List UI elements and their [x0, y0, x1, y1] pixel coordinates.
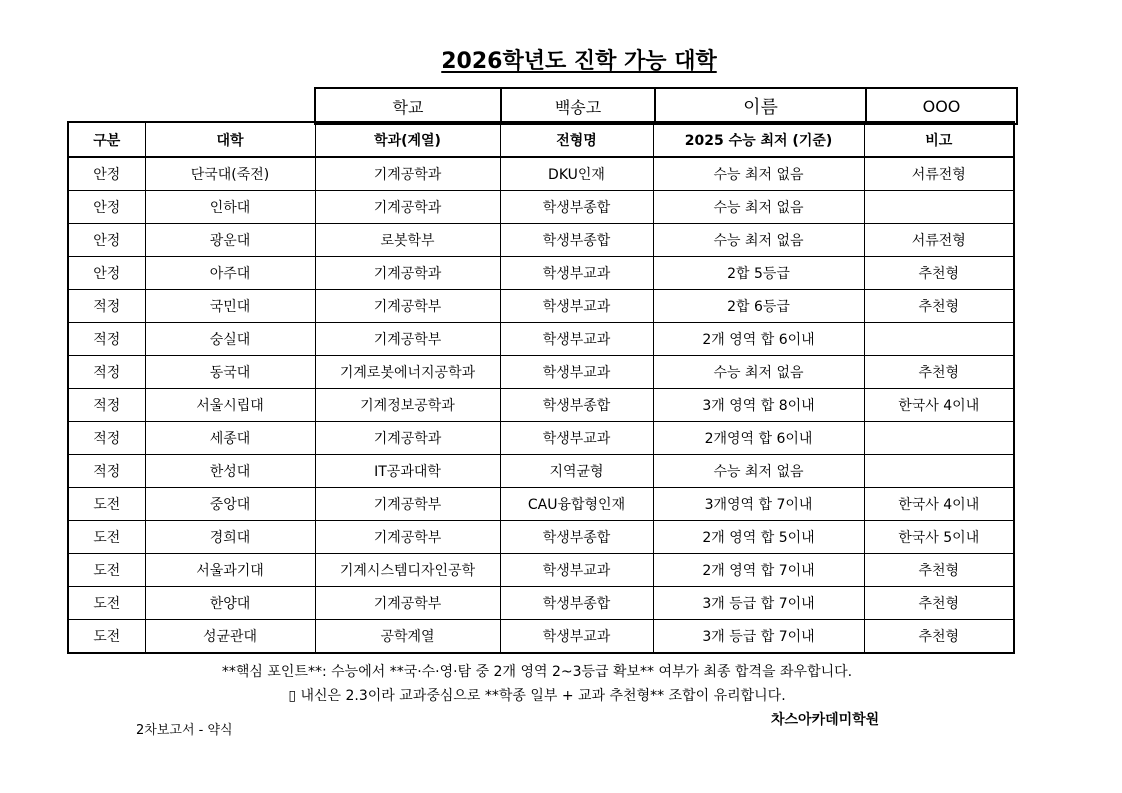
- academy-name: 차스아카데미학원: [771, 712, 880, 728]
- cell-remarks: 서류전형: [864, 157, 1014, 191]
- table-header-row: [68, 122, 1014, 157]
- cell-university: 단국대(죽전): [145, 157, 315, 191]
- notes: [0, 660, 1074, 708]
- cell-remarks: 추천형: [864, 587, 1014, 620]
- note-strategy: ▯ 내신은 2.3이라 교과중심으로 **학종 일부 + 교과 추천형** 조합이 유리합니다.: [288, 688, 786, 704]
- cell-university: 한성대: [145, 455, 315, 488]
- cell-remarks: 추천형: [864, 290, 1014, 323]
- table-row: [68, 224, 1014, 257]
- table-row: [68, 422, 1014, 455]
- table-row: [68, 620, 1014, 654]
- cell-university: 아주대: [145, 257, 315, 290]
- report-label: 2차보고서 - 약식: [136, 723, 233, 738]
- cell-remarks: 한국사 5이내: [864, 521, 1014, 554]
- cell-remarks: 추천형: [864, 356, 1014, 389]
- header-minimum-requirement: 2025 수능 최저 (기준): [653, 122, 864, 157]
- table-row: [68, 554, 1014, 587]
- cell-department: 기계공학부: [315, 488, 500, 521]
- note-key-point: **핵심 포인트**: 수능에서 **국·수·영·탐 중 2개 영역 2~3등급 확보** 여부가 최종 합격을 좌우합니다.: [221, 664, 853, 680]
- cell-department: 기계정보공학과: [315, 389, 500, 422]
- cell-remarks: 한국사 4이내: [864, 389, 1014, 422]
- cell-category: 안정: [68, 224, 145, 257]
- cell-category: 도전: [68, 620, 145, 654]
- cell-minimum-requirement: 수능 최저 없음: [653, 191, 864, 224]
- cell-minimum-requirement: 수능 최저 없음: [653, 224, 864, 257]
- cell-remarks: 추천형: [864, 257, 1014, 290]
- cell-university: 동국대: [145, 356, 315, 389]
- cell-remarks: 추천형: [864, 620, 1014, 654]
- cell-remarks: 추천형: [864, 554, 1014, 587]
- cell-minimum-requirement: 2개 영역 합 5이내: [653, 521, 864, 554]
- cell-university: 한양대: [145, 587, 315, 620]
- cell-remarks: [864, 422, 1014, 455]
- cell-university: 숭실대: [145, 323, 315, 356]
- cell-minimum-requirement: 3개 영역 합 8이내: [653, 389, 864, 422]
- cell-admission-type: 학생부종합: [500, 191, 653, 224]
- cell-remarks: [864, 323, 1014, 356]
- cell-department: 기계공학부: [315, 290, 500, 323]
- cell-university: 광운대: [145, 224, 315, 257]
- cell-department: 기계공학과: [315, 191, 500, 224]
- table-row: [68, 389, 1014, 422]
- table-row: [68, 455, 1014, 488]
- table-row: [68, 191, 1014, 224]
- school-label: 학교: [315, 88, 501, 124]
- cell-university: 세종대: [145, 422, 315, 455]
- cell-minimum-requirement: 3개 등급 합 7이내: [653, 620, 864, 654]
- cell-minimum-requirement: 수능 최저 없음: [653, 455, 864, 488]
- name-value: OOO: [866, 88, 1017, 124]
- cell-minimum-requirement: 수능 최저 없음: [653, 157, 864, 191]
- cell-minimum-requirement: 2합 5등급: [653, 257, 864, 290]
- cell-department: 기계공학과: [315, 157, 500, 191]
- table-row: [68, 323, 1014, 356]
- cell-admission-type: 학생부교과: [500, 290, 653, 323]
- cell-admission-type: 학생부종합: [500, 587, 653, 620]
- cell-department: 기계공학과: [315, 422, 500, 455]
- cell-remarks: [864, 191, 1014, 224]
- header-remarks: 비고: [864, 122, 1014, 157]
- cell-minimum-requirement: 2개 영역 합 6이내: [653, 323, 864, 356]
- cell-category: 도전: [68, 587, 145, 620]
- cell-admission-type: 지역균형: [500, 455, 653, 488]
- cell-category: 안정: [68, 157, 145, 191]
- cell-university: 국민대: [145, 290, 315, 323]
- cell-department: IT공과대학: [315, 455, 500, 488]
- cell-admission-type: 학생부교과: [500, 620, 653, 654]
- header-university: 대학: [145, 122, 315, 157]
- cell-category: 도전: [68, 554, 145, 587]
- cell-admission-type: 학생부종합: [500, 389, 653, 422]
- cell-department: 기계시스템디자인공학: [315, 554, 500, 587]
- table-row: [68, 290, 1014, 323]
- cell-university: 서울시립대: [145, 389, 315, 422]
- cell-admission-type: 학생부교과: [500, 257, 653, 290]
- cell-department: 기계공학과: [315, 257, 500, 290]
- table-row: [68, 356, 1014, 389]
- cell-minimum-requirement: 수능 최저 없음: [653, 356, 864, 389]
- cell-admission-type: 학생부교과: [500, 323, 653, 356]
- student-info-table: [314, 87, 1018, 125]
- cell-admission-type: CAU융합형인재: [500, 488, 653, 521]
- cell-category: 안정: [68, 191, 145, 224]
- table-body: [68, 157, 1014, 653]
- cell-admission-type: 학생부교과: [500, 554, 653, 587]
- cell-minimum-requirement: 3개 등급 합 7이내: [653, 587, 864, 620]
- cell-department: 기계로봇에너지공학과: [315, 356, 500, 389]
- cell-university: 서울과기대: [145, 554, 315, 587]
- cell-category: 적정: [68, 290, 145, 323]
- cell-category: 안정: [68, 257, 145, 290]
- cell-remarks: [864, 455, 1014, 488]
- cell-minimum-requirement: 3개영역 합 7이내: [653, 488, 864, 521]
- cell-university: 중앙대: [145, 488, 315, 521]
- header-admission-type: 전형명: [500, 122, 653, 157]
- table-row: [68, 257, 1014, 290]
- table-row: [68, 587, 1014, 620]
- cell-admission-type: 학생부교과: [500, 422, 653, 455]
- page-title: [0, 44, 1122, 75]
- cell-category: 적정: [68, 422, 145, 455]
- cell-department: 기계공학부: [315, 587, 500, 620]
- university-table: [67, 121, 1015, 654]
- cell-category: 도전: [68, 521, 145, 554]
- cell-category: 적정: [68, 356, 145, 389]
- cell-category: 적정: [68, 455, 145, 488]
- cell-admission-type: 학생부종합: [500, 521, 653, 554]
- cell-minimum-requirement: 2개영역 합 6이내: [653, 422, 864, 455]
- cell-department: 기계공학부: [315, 521, 500, 554]
- cell-university: 경희대: [145, 521, 315, 554]
- cell-university: 인하대: [145, 191, 315, 224]
- cell-university: 성균관대: [145, 620, 315, 654]
- table-row: [68, 521, 1014, 554]
- name-label: 이름: [655, 88, 866, 124]
- cell-category: 적정: [68, 389, 145, 422]
- header-department: 학과(계열): [315, 122, 500, 157]
- cell-minimum-requirement: 2개 영역 합 7이내: [653, 554, 864, 587]
- cell-admission-type: DKU인재: [500, 157, 653, 191]
- cell-category: 적정: [68, 323, 145, 356]
- cell-remarks: 서류전형: [864, 224, 1014, 257]
- cell-minimum-requirement: 2합 6등급: [653, 290, 864, 323]
- table-row: [68, 488, 1014, 521]
- header-category: 구분: [68, 122, 145, 157]
- cell-remarks: 한국사 4이내: [864, 488, 1014, 521]
- title-text: 2026학년도 진학 가능 대학: [441, 49, 717, 74]
- cell-category: 도전: [68, 488, 145, 521]
- school-value: 백송고: [501, 88, 655, 124]
- table-row: [68, 157, 1014, 191]
- cell-admission-type: 학생부종합: [500, 224, 653, 257]
- cell-department: 로봇학부: [315, 224, 500, 257]
- cell-admission-type: 학생부교과: [500, 356, 653, 389]
- cell-department: 기계공학부: [315, 323, 500, 356]
- cell-department: 공학계열: [315, 620, 500, 654]
